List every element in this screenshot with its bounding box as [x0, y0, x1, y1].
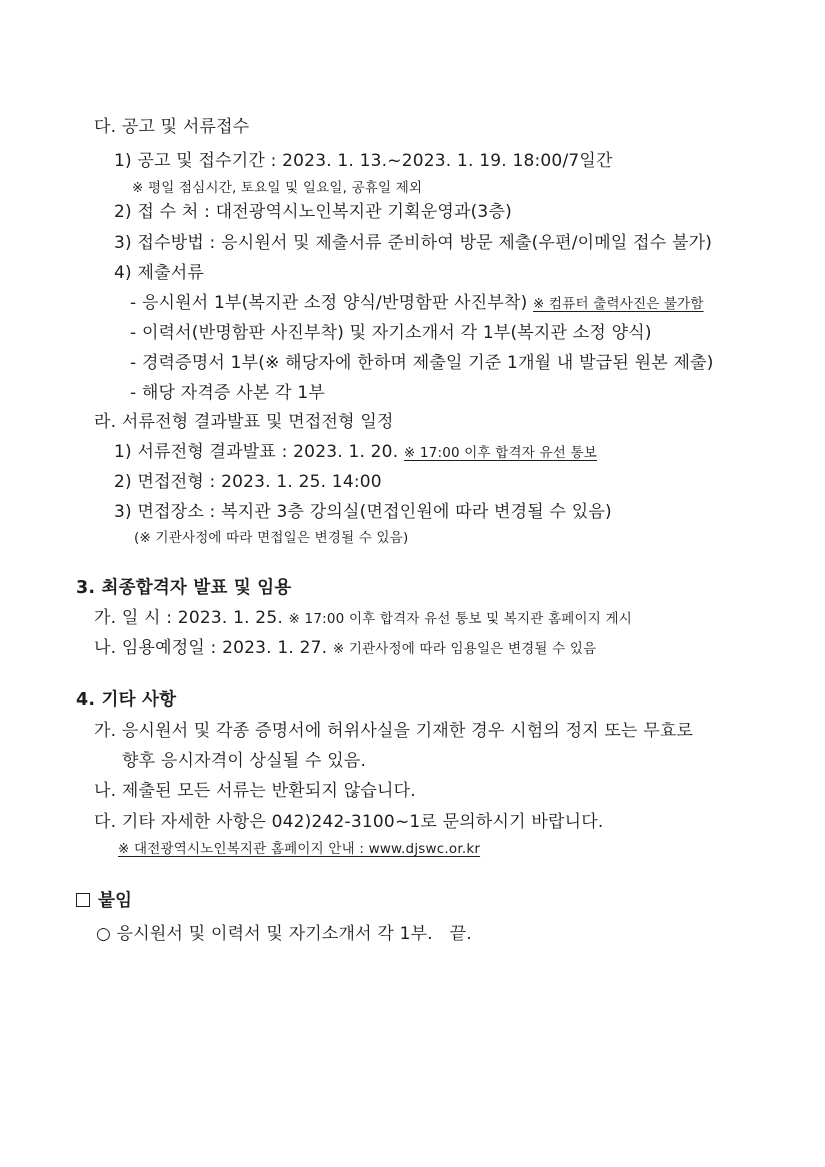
interview-location: 3) 면접장소 : 복지관 3층 강의실(면접인원에 따라 변경될 수 있음): [114, 502, 612, 522]
interview-date: 2) 면접전형 : 2023. 1. 25. 14:00: [114, 472, 382, 492]
attachment-item: ○ 응시원서 및 이력서 및 자기소개서 각 1부. 끝.: [96, 924, 472, 944]
section-heading-da: 다. 공고 및 서류접수: [94, 117, 250, 137]
false-info-warning-cont: 향후 응시자격이 상실될 수 있음.: [122, 751, 367, 771]
appointment-date-note: ※ 기관사정에 따라 임용일은 변경될 수 있음: [332, 641, 597, 657]
receipt-method: 3) 접수방법 : 응시원서 및 제출서류 준비하여 방문 제출(우편/이메일 접수 불가): [114, 233, 713, 253]
receipt-location: 2) 접 수 처 : 대전광역시노인복지관 기획운영과(3층): [114, 202, 512, 222]
notice-period-exclusion: ※ 평일 점심시간, 토요일 및 일요일, 공휴일 제외: [132, 180, 423, 196]
square-bullet-icon: [76, 893, 90, 907]
document-text: - 응시원서 1부(복지관 소정 양식/반명함판 사진부착): [130, 293, 534, 313]
document-item-application: [130, 292, 704, 315]
document-item-license: - 해당 자격증 사본 각 1부: [130, 383, 325, 403]
documents-not-returned: 나. 제출된 모든 서류는 반환되지 않습니다.: [94, 781, 416, 801]
false-info-warning: 가. 응시원서 및 각종 증명서에 허위사실을 기재한 경우 시험의 정지 또는 무효로: [94, 721, 694, 741]
document-item-resume: - 이력서(반명함판 사진부착) 및 자기소개서 각 1부(복지관 소정 양식): [130, 323, 652, 343]
attachment-heading-label: 붙임: [98, 891, 133, 911]
result-date-note: ※ 17:00 이후 합격자 유선 통보: [403, 445, 597, 461]
interview-change-note: (※ 기관사정에 따라 면접일은 변경될 수 있음): [134, 530, 409, 546]
contact-info: 다. 기타 자세한 사항은 042)242-3100~1로 문의하시기 바랍니다.: [94, 812, 604, 832]
document-note: ※ 컴퓨터 출력사진은 불가함: [533, 296, 704, 312]
attachment-heading: [76, 890, 132, 912]
documents-heading: 4) 제출서류: [114, 263, 204, 283]
final-date-text: 가. 일 시 : 2023. 1. 25.: [94, 608, 289, 628]
section-heading-4: 4. 기타 사항: [76, 690, 177, 710]
section-heading-ra: 라. 서류전형 결과발표 및 면접전형 일정: [94, 412, 394, 432]
notice-period: 1) 공고 및 접수기간 : 2023. 1. 13.~2023. 1. 19. 18:00/7일간: [114, 151, 613, 171]
document-result-date: [114, 441, 597, 464]
appointment-date: [94, 637, 596, 660]
homepage-link[interactable]: ※ 대전광역시노인복지관 홈페이지 안내 : www.djswc.or.kr: [118, 841, 481, 857]
result-date-text: 1) 서류전형 결과발표 : 2023. 1. 20.: [114, 442, 404, 462]
final-date-note: ※ 17:00 이후 합격자 유선 통보 및 복지관 홈페이지 게시: [288, 611, 632, 627]
section-heading-3: 3. 최종합격자 발표 및 임용: [76, 578, 292, 598]
document-item-career-cert: - 경력증명서 1부(※ 해당자에 한하며 제출일 기준 1개월 내 발급된 원본 제출): [130, 353, 714, 373]
appointment-date-text: 나. 임용예정일 : 2023. 1. 27.: [94, 638, 333, 658]
final-announcement-date: [94, 607, 632, 630]
